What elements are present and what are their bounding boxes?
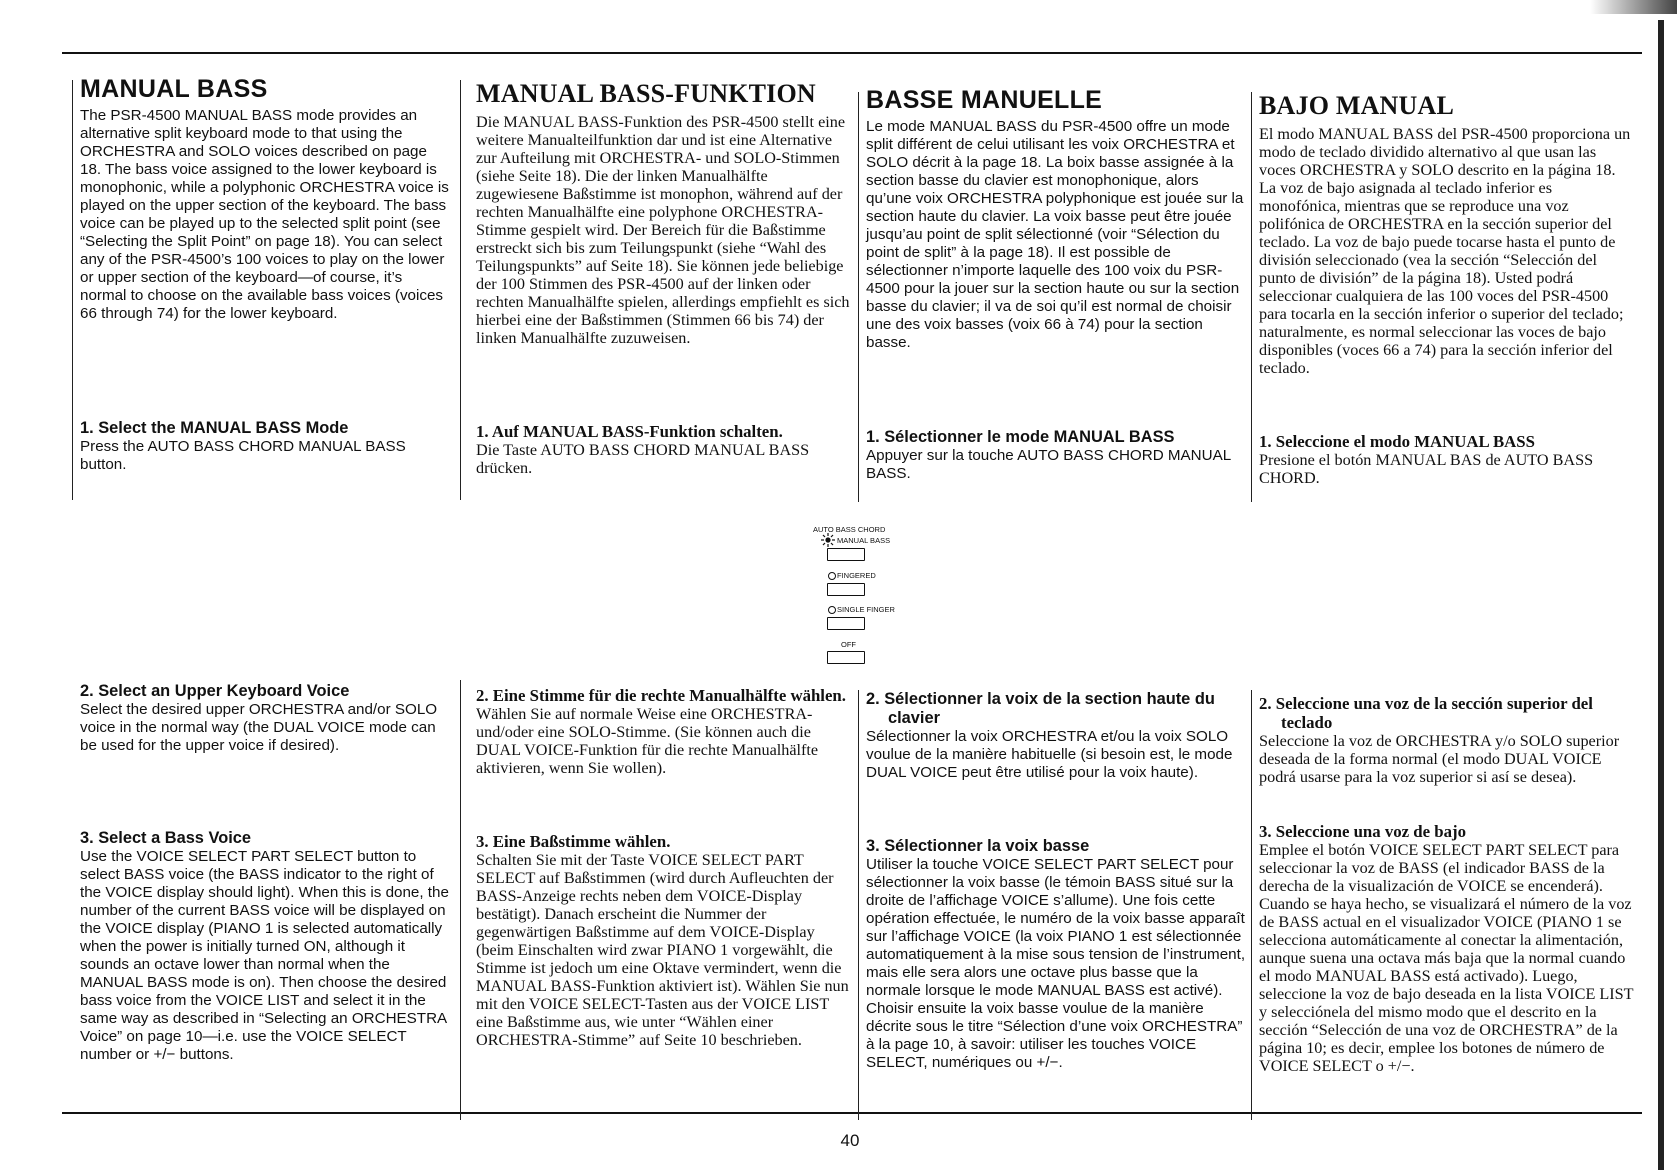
section-title: BAJO MANUAL <box>1259 91 1455 120</box>
step-3-spanish <box>1259 822 1635 1075</box>
column-divider <box>1251 92 1252 502</box>
step-3-german <box>476 832 854 1049</box>
fingered-button[interactable] <box>827 583 865 596</box>
page-number: 40 <box>840 1131 860 1150</box>
column-divider <box>858 92 859 502</box>
intro-paragraph: Le mode MANUAL BASS du PSR-4500 offre un mode split différent de celui utilisant les voix ORCHESTRA et SOLO décrit à la page 18. La boix basse assignée à la section basse du clavier est monophonique, alors qu’une voix ORCHESTRA polyphonique est jouée sur la section haute du clavier. La voix basse peut être jouée jusqu’au point de split sélectionné (voir “Sélection du point de split” à la page 18). Il est possible de sélectionner n’importe laquelle des 100 voix du PSR-4500 pour la jouer sur la section haute ou sur la section basse du clavier; il va de soi qu’il est normal de choisir une des voix basses (voix 66 à 74) pour la section basse. <box>866 118 1244 351</box>
step-text: Seleccione la voz de ORCHESTRA y/o SOLO superior deseada de la forma normal (el modo DUAL VOICE podrá usarse para la voz superior si así se desea). <box>1259 732 1620 786</box>
step-heading: 3. Seleccione una voz de bajo <box>1259 822 1466 841</box>
panel-button-label: SINGLE FINGER <box>837 605 895 614</box>
intro-paragraph: The PSR-4500 MANUAL BASS mode provides an alternative split keyboard mode to that using the ORCHESTRA and SOLO voices described on page 18. The bass voice assigned to the lower keyboard is monophonic, while a polyphonic ORCHESTRA voice is played on the upper section of the keyboard. The bass voice can be played up to the selected split point (see “Selecting the Split Point” on page 18). You can select any of the PSR-4500’s 100 voices to play on the lower or upper section of the keyboard—of course, it’s normal to choose on the available bass voices (voices 66 through 74) for the lower keyboard. <box>80 107 449 322</box>
section-title: BASSE MANUELLE <box>866 86 1103 114</box>
step-text: Utiliser la touche VOICE SELECT PART SELECT pour sélectionner la voix basse (le témoin BASS situé sur la droite de l’affichage VOICE s’allume). Une fois cette opération effectuée, le numéro de la voix basse apparaît sur l’affichage VOICE (la voix PIANO 1 est sélectionnée automatiquement à la mise sous tension de l’instrument, mais elle sera alors une octave plus basse que la normale lorsque le mode MANUAL BASS est activé). Choisir ensuite la voix basse voulue de la manière décrite sous le titre “Sélection d’une voix ORCHESTRA” à la page 10, à savoir: utiliser les touches VOICE SELECT, numériques ou +/−. <box>866 856 1246 1071</box>
column-english <box>80 75 452 323</box>
section-title: MANUAL BASS <box>80 75 268 103</box>
manual-bass-button[interactable] <box>827 548 865 561</box>
step-heading: 1. Auf MANUAL BASS-Funktion schalten. <box>476 422 783 441</box>
bottom-rule <box>62 1112 1642 1114</box>
step-heading: 1. Seleccione el modo MANUAL BASS <box>1259 432 1535 451</box>
step-heading: 2. Sélectionner la voix de la section haute du clavier <box>866 690 1215 727</box>
off-button[interactable] <box>827 651 865 664</box>
step-1-english <box>80 419 452 474</box>
step-heading: 2. Seleccione una voz de la sección superior del teclado <box>1259 694 1593 732</box>
step-text: Press the AUTO BASS CHORD MANUAL BASS button. <box>80 438 406 473</box>
step-heading: 2. Select an Upper Keyboard Voice <box>80 682 350 700</box>
panel-button-label: OFF <box>841 640 856 649</box>
step-heading: 3. Eine Baßstimme wählen. <box>476 832 671 851</box>
step-2-german <box>476 686 854 777</box>
single-finger-led-icon <box>828 606 836 614</box>
fingered-led-icon <box>828 572 836 580</box>
panel-button-label: FINGERED <box>837 571 876 580</box>
single-finger-button[interactable] <box>827 617 865 630</box>
step-heading: 2. Eine Stimme für die rechte Manualhälfte wählen. <box>476 686 846 705</box>
top-rule <box>62 52 1642 54</box>
step-text: Die Taste AUTO BASS CHORD MANUAL BASS drücken. <box>476 441 810 477</box>
step-3-english <box>80 829 452 1064</box>
column-german <box>476 80 854 347</box>
intro-paragraph: Die MANUAL BASS-Funktion des PSR-4500 stellt eine weitere Manualteilfunktion dar und ist eine Alternative zur Aufteilung mit ORCHESTRA- und SOLO-Stimmen (siehe Seite 18). Die der linken Manualhälfte zugewiesene Baßstimme ist monophon, während auf der rechten Manualhälfte eine polyphone ORCHESTRA-Stimme gespielt wird. Der Bereich für die Baßstimme erstreckt sich bis zum Teilungspunkt (siehe “Wahl des Teilungspunkts” auf Seite 18). Sie können jede beliebige der 100 Stimmen des PSR-4500 auf der linken oder rechten Manualhälfte spielen, allerdings empfiehlt es sich hierbei eine der Baßstimmen (Stimmen 66 bis 74) der linken Manualhälfte zuzuweisen. <box>476 113 850 347</box>
auto-bass-chord-panel-diagram <box>805 517 915 667</box>
column-divider <box>1251 690 1252 1120</box>
step-text: Presione el botón MANUAL BAS de AUTO BASS CHORD. <box>1259 451 1594 487</box>
column-divider <box>72 80 73 500</box>
step-text: Schalten Sie mit der Taste VOICE SELECT PART SELECT auf Baßstimmen (wird durch Aufleuchten der BASS-Anzeige rechts neben dem VOICE-Display bestätigt). Danach erscheint die Nummer der gegenwärtigen Baßstimme auf dem VOICE-Display (beim Einschalten wird zwar PIANO 1 vorgewählt, die Stimme ist jedoch um eine Oktave vermindert, wenn die MANUAL BASS-Funktion aktiviert ist). Wählen Sie nun mit den VOICE SELECT-Tasten aus der VOICE LIST eine Baßstimme aus, wie unter “Wählen einer ORCHESTRA-Stimme” auf Seite 10 beschrieben. <box>476 851 849 1049</box>
step-heading: 1. Select the MANUAL BASS Mode <box>80 419 349 437</box>
step-3-french <box>866 837 1246 1072</box>
panel-button-label: MANUAL BASS <box>837 536 891 545</box>
step-1-german <box>476 422 854 477</box>
column-spanish <box>1259 92 1635 377</box>
intro-paragraph: El modo MANUAL BASS del PSR-4500 proporciona un modo de teclado dividido alternativo al que usan las voces ORCHESTRA y SOLO descrito en la página 18. La voz de bajo asignada al teclado inferior es monofónica, mientras que se reproduce una voz polifónica de ORCHESTRA en la sección superior del teclado. La voz de bajo puede tocarse hasta el punto de división seleccionado (vea la sección “Selección del punto de división” de la página 18). Usted podrá seleccionar cualquiera de las 100 voces del PSR-4500 para tocarla en la sección inferior o superior del teclado; naturalmente, es normal seleccionar las voces de bajo disponibles (voces 66 a 74) para la sección inferior del teclado. <box>1259 125 1631 377</box>
step-text: Sélectionner la voix ORCHESTRA et/ou la voix SOLO voulue de la manière habituelle (si besoin est, le mode DUAL VOICE peut être utilisé pour la voix haute). <box>866 728 1233 781</box>
step-heading: 1. Sélectionner le mode MANUAL BASS <box>866 428 1175 446</box>
step-2-english <box>80 682 452 755</box>
column-divider <box>858 690 859 1120</box>
step-text: Select the desired upper ORCHESTRA and/or SOLO voice in the normal way (the DUAL VOICE mode can be used for the upper voice if desired). <box>80 701 438 754</box>
step-heading: 3. Sélectionner la voix basse <box>866 837 1090 855</box>
step-1-french <box>866 428 1246 483</box>
step-1-spanish <box>1259 432 1635 487</box>
panel-group-label: AUTO BASS CHORD <box>813 525 886 534</box>
step-text: Appuyer sur la touche AUTO BASS CHORD MANUAL BASS. <box>866 447 1231 482</box>
scan-corner-shadow <box>1590 0 1677 14</box>
binding-edge <box>1658 20 1664 1170</box>
led-lit-icon <box>821 533 835 547</box>
step-heading: 3. Select a Bass Voice <box>80 829 251 847</box>
step-text: Emplee el botón VOICE SELECT PART SELECT para seleccionar la voz de BASS (el indicador BASS de la derecha de la visualización de VOICE se encenderá). Cuando se haya hecho, se visualizará el número de la voz de BASS actual en el visualizador VOICE (PIANO 1 se selecciona automáticamente al conectar la alimentación, aunque suena una octava más baja que la normal cuando el modo MANUAL BASS está activado). Luego, seleccione la voz de bajo deseada en la lista VOICE LIST y selecciónela del mismo modo que el descrito en la sección “Selección de una voz de ORCHESTRA” de la página 10; es decir, emplee los botones de número de VOICE SELECT o +/−. <box>1259 841 1634 1075</box>
section-title: MANUAL BASS-FUNKTION <box>476 79 816 108</box>
step-text: Use the VOICE SELECT PART SELECT button to select BASS voice (the BASS indicator to the right of the VOICE display should light). When this is done, the number of the current BASS voice will be displayed on the VOICE display (PIANO 1 is selected automatically when the power is initially turned ON, although it sounds an octave lower than normal when the MANUAL BASS mode is on). Then choose the desired bass voice from the VOICE LIST and select it in the same way as described in “Selecting an ORCHESTRA Voice” on page 10—i.e. use the VOICE SELECT number or +/− buttons. <box>80 848 449 1063</box>
step-text: Wählen Sie auf normale Weise eine ORCHESTRA- und/oder eine SOLO-Stimme. (Sie können auch die DUAL VOICE-Funktion für die rechte Manualhälfte aktivieren, wenn Sie wollen). <box>476 705 819 777</box>
column-divider <box>460 80 461 500</box>
column-divider <box>460 680 461 1120</box>
column-french <box>866 86 1246 352</box>
step-2-spanish <box>1259 694 1635 786</box>
step-2-french <box>866 690 1246 782</box>
